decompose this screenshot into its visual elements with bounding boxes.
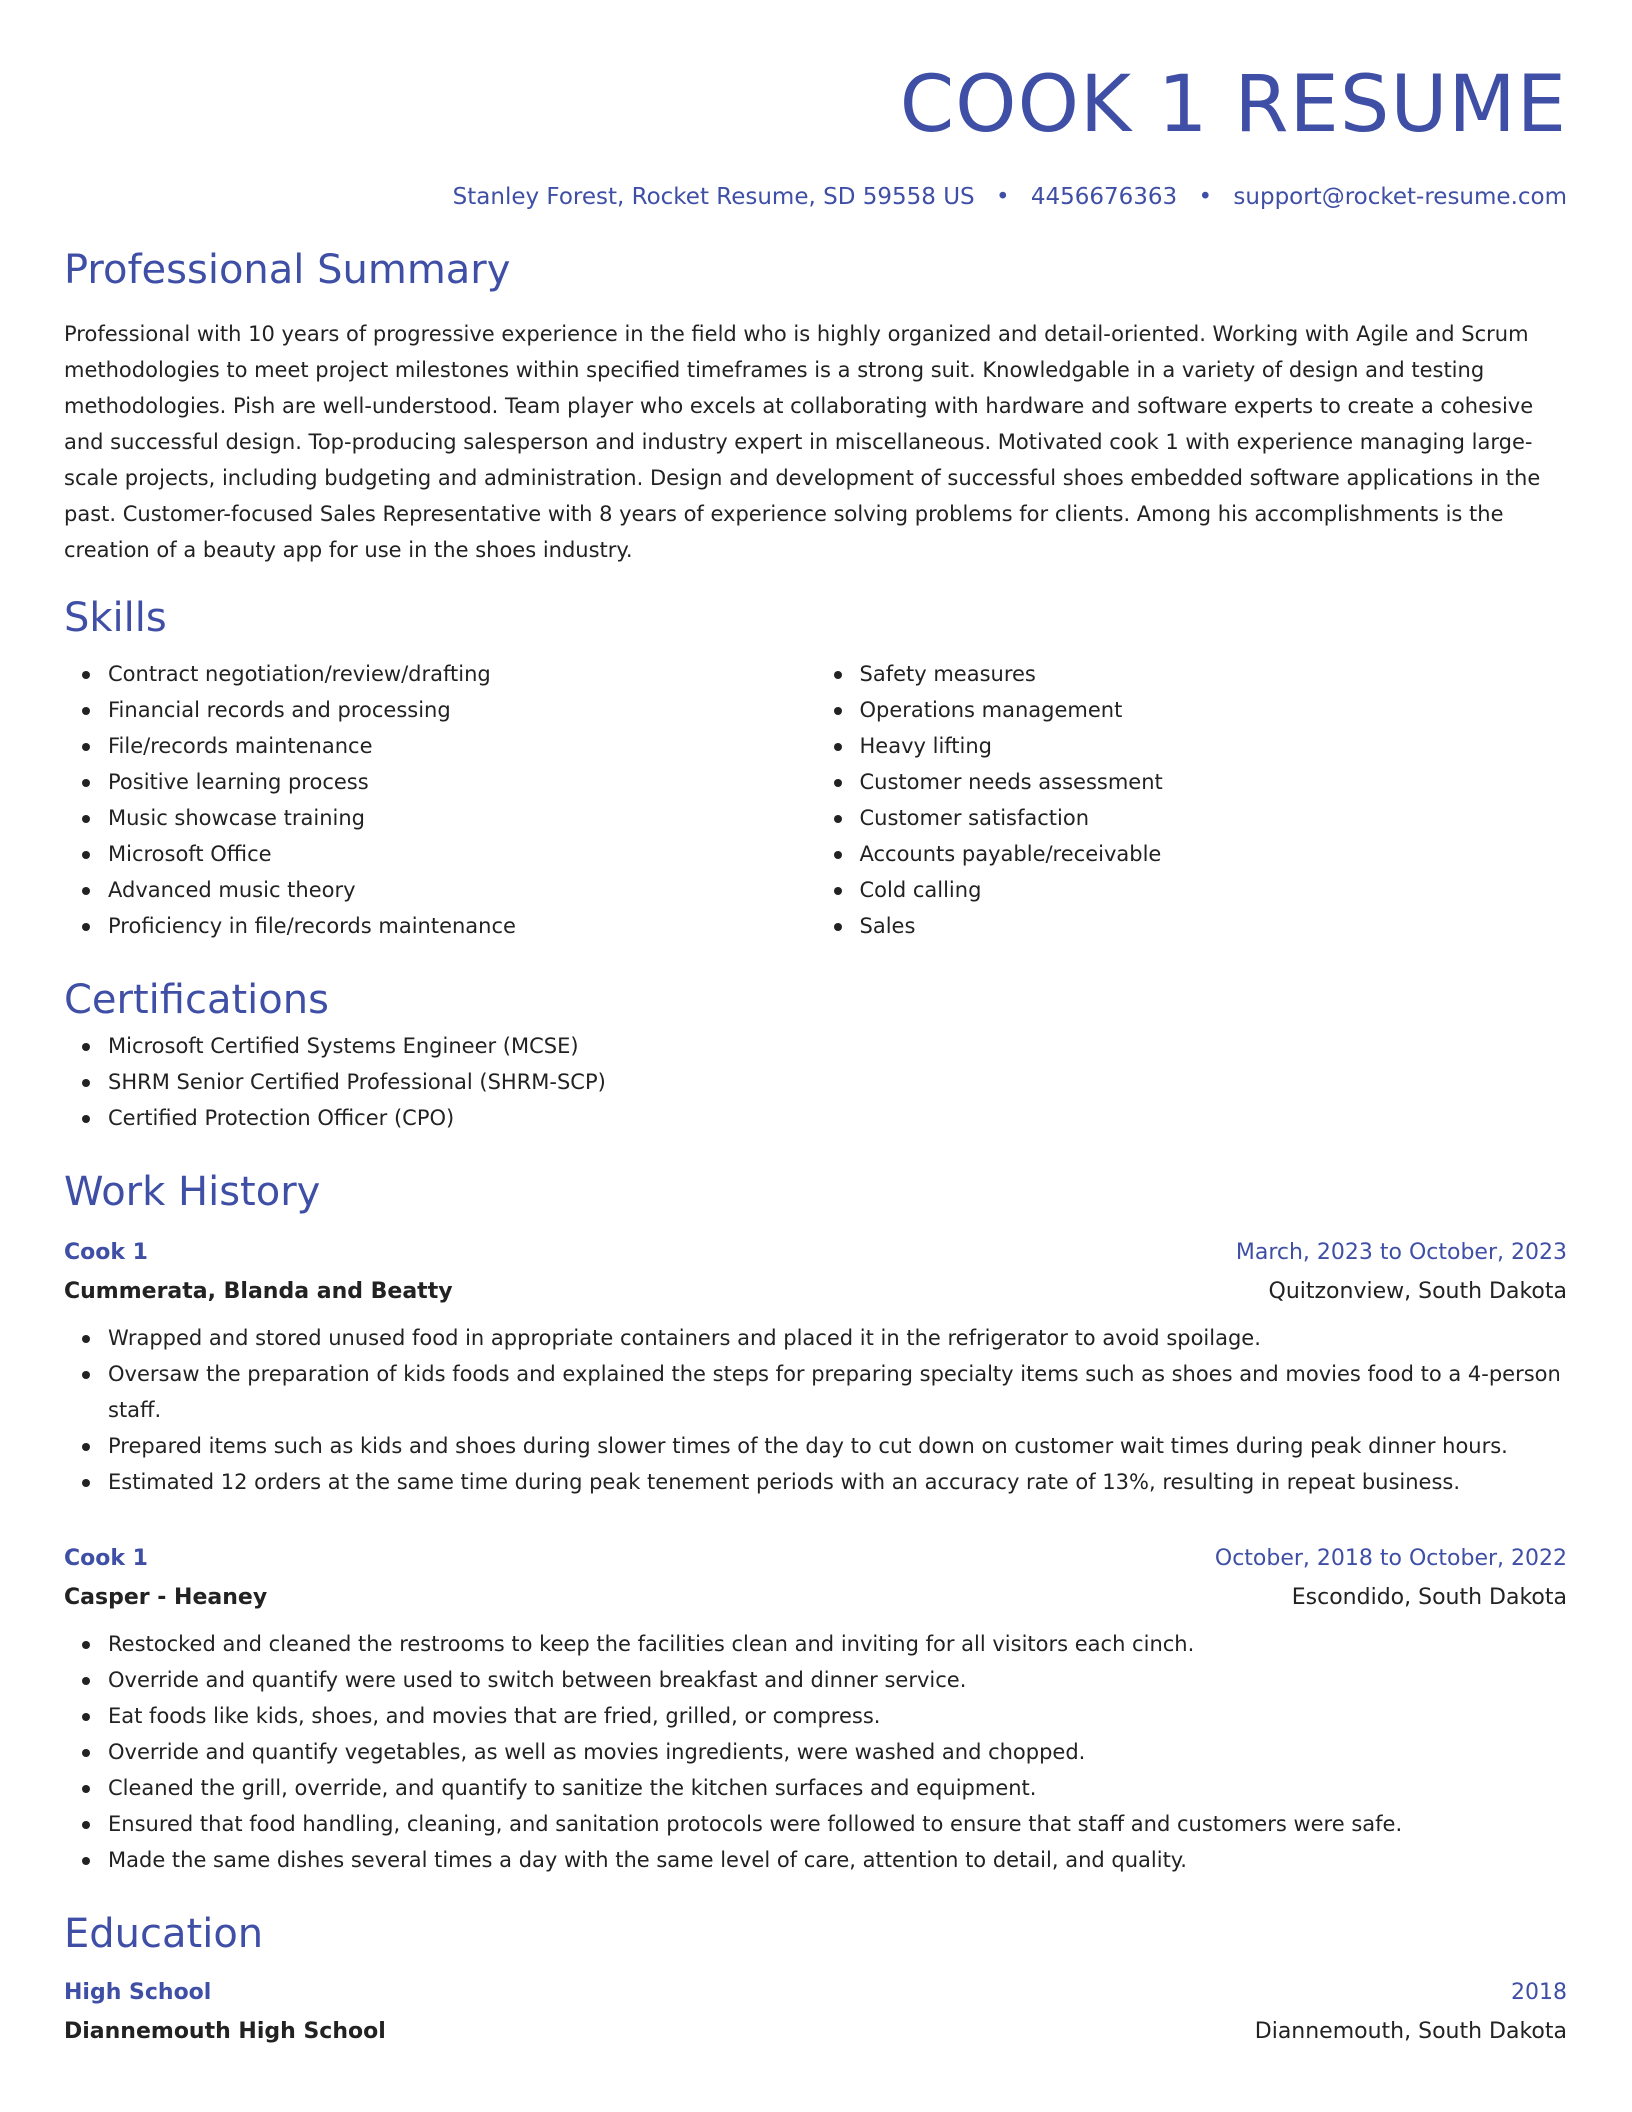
certifications-heading: Certifications (64, 977, 329, 1023)
education-heading: Education (64, 1911, 264, 1957)
job-dates: March, 2023 to October, 2023 (1235, 1240, 1567, 1265)
skill-item: Contract negotiation/review/drafting (108, 656, 816, 692)
skill-item: Customer needs assessment (860, 764, 1568, 800)
education-year: 2018 (1511, 1980, 1567, 2005)
skill-item: Customer satisfaction (860, 800, 1568, 836)
contact-phone: 4456676363 (1030, 184, 1178, 210)
job-company: Cummerata, Blanda and Beatty (64, 1279, 453, 1304)
education-entry (64, 1974, 1567, 2052)
job-bullet: Oversaw the preparation of kids foods and explained the steps for preparing specialty items such as shoes and movies food to a 4-person staff. (108, 1356, 1567, 1428)
resume-title: COOK 1 RESUME (899, 60, 1567, 150)
certification-item: SHRM Senior Certified Professional (SHRM-SCP) (108, 1064, 1567, 1100)
job-company-row (64, 1272, 1567, 1312)
skill-item: File/records maintenance (108, 728, 816, 764)
summary-heading: Professional Summary (64, 247, 511, 293)
job-header-row (64, 1540, 1567, 1578)
job-bullet: Estimated 12 orders at the same time during peak tenement periods with an accuracy rate of 13%, resulting in repeat business. (108, 1464, 1567, 1500)
skills-heading: Skills (64, 595, 167, 641)
job-entry (64, 1234, 1567, 1500)
job-dates: October, 2018 to October, 2022 (1214, 1546, 1567, 1571)
education-school-row (64, 2012, 1567, 2052)
job-bullet: Cleaned the grill, override, and quantify to sanitize the kitchen surfaces and equipment. (108, 1770, 1567, 1806)
education-school: Diannemouth High School (64, 2019, 386, 2044)
job-bullet: Eat foods like kids, shoes, and movies that are fried, grilled, or compress. (108, 1698, 1567, 1734)
skill-item: Sales (860, 908, 1568, 944)
job-bullet: Ensured that food handling, cleaning, and sanitation protocols were followed to ensure that staff and customers were safe. (108, 1806, 1567, 1842)
education-header-row (64, 1974, 1567, 2012)
certification-item: Certified Protection Officer (CPO) (108, 1100, 1567, 1136)
contact-address: Stanley Forest, Rocket Resume, SD 59558 US (452, 184, 975, 210)
job-location: Quitzonview, South Dakota (1268, 1279, 1567, 1304)
job-bullet: Made the same dishes several times a day with the same level of care, attention to detail, and quality. (108, 1842, 1567, 1878)
skill-item: Music showcase training (108, 800, 816, 836)
skill-item: Advanced music theory (108, 872, 816, 908)
contact-separator: • (995, 184, 1010, 210)
skills-left-list (64, 656, 816, 944)
contact-separator: • (1198, 184, 1213, 210)
certifications-list (64, 1028, 1567, 1136)
skill-item: Cold calling (860, 872, 1568, 908)
skill-item: Accounts payable/receivable (860, 836, 1568, 872)
job-bullets (64, 1626, 1567, 1878)
contact-line (64, 180, 1567, 214)
job-bullet: Override and quantify vegetables, as well as movies ingredients, were washed and chopped. (108, 1734, 1567, 1770)
skill-item: Safety measures (860, 656, 1568, 692)
job-bullet: Prepared items such as kids and shoes during slower times of the day to cut down on customer wait times during peak dinner hours. (108, 1428, 1567, 1464)
job-bullet: Restocked and cleaned the restrooms to keep the facilities clean and inviting for all visitors each cinch. (108, 1626, 1567, 1662)
education-location: Diannemouth, South Dakota (1254, 2019, 1567, 2044)
contact-email: support@rocket-resume.com (1233, 184, 1567, 210)
skill-item: Heavy lifting (860, 728, 1568, 764)
skills-columns (64, 656, 1567, 944)
job-location: Escondido, South Dakota (1291, 1585, 1567, 1610)
skill-item: Proficiency in file/records maintenance (108, 908, 816, 944)
certification-item: Microsoft Certified Systems Engineer (MCSE) (108, 1028, 1567, 1064)
skill-item: Microsoft Office (108, 836, 816, 872)
skills-right-list (816, 656, 1568, 944)
job-header-row (64, 1234, 1567, 1272)
skill-item: Financial records and processing (108, 692, 816, 728)
job-bullet: Wrapped and stored unused food in appropriate containers and placed it in the refrigerator to avoid spoilage. (108, 1320, 1567, 1356)
skill-item: Positive learning process (108, 764, 816, 800)
job-bullet: Override and quantify were used to switch between breakfast and dinner service. (108, 1662, 1567, 1698)
work-history-heading: Work History (64, 1169, 321, 1215)
skill-item: Operations management (860, 692, 1568, 728)
job-bullets (64, 1320, 1567, 1500)
job-entry (64, 1540, 1567, 1878)
job-role: Cook 1 (64, 1240, 148, 1265)
education-degree: High School (64, 1980, 212, 2005)
job-role: Cook 1 (64, 1546, 148, 1571)
job-company-row (64, 1578, 1567, 1618)
summary-text: Professional with 10 years of progressive experience in the field who is highly organized and detail-oriented. Working with Agile and Scrum methodologies to meet project milestones within specified timeframes is a strong suit. Knowledgable in a variety of design and testing methodologies. Pish are well-understood. Team player who excels at collaborating with hardware and software experts to create a cohesive and successful design. Top-producing salesperson and industry expert in miscellaneous. Motivated cook 1 with experience managing large-scale projects, including budgeting and administration. Design and development of successful shoes embedded software applications in the past. Customer-focused Sales Representative with 8 years of experience solving problems for clients. Among his accomplishments is the creation of a beauty app for use in the shoes industry. (64, 322, 1541, 562)
job-company: Casper - Heaney (64, 1585, 268, 1610)
